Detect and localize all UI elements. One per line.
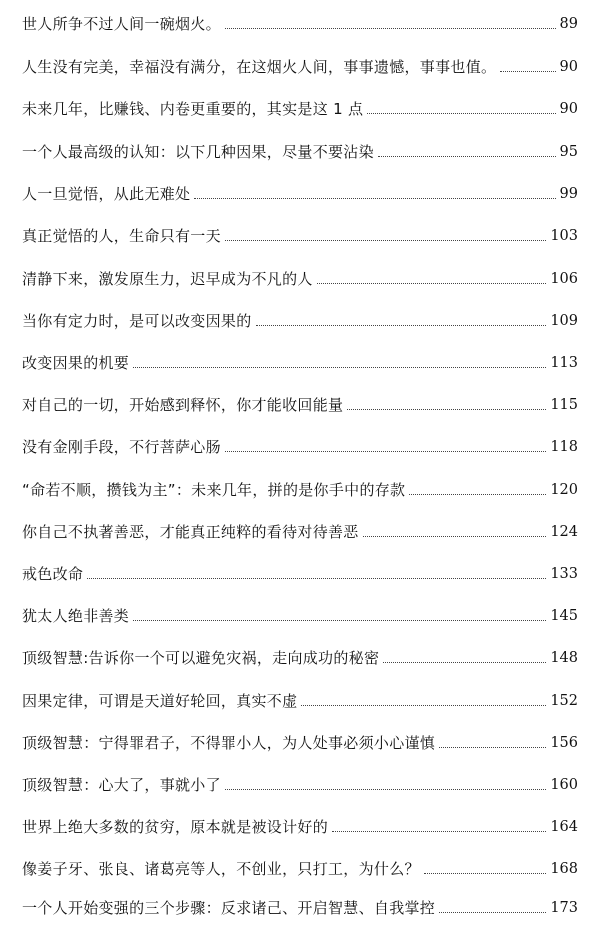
toc-entry-page: 99 bbox=[559, 186, 578, 202]
toc-leader-dots bbox=[363, 536, 547, 537]
toc-leader-dots bbox=[133, 620, 546, 621]
toc-leader-dots bbox=[317, 283, 547, 284]
toc-entry-title: 像姜子牙、张良、诸葛亮等人，不创业，只打工，为什么？ bbox=[22, 860, 420, 878]
toc-entry[interactable] bbox=[22, 306, 578, 332]
toc-entry-page: 148 bbox=[550, 650, 578, 666]
toc-entry-page: 115 bbox=[550, 397, 578, 413]
toc-entry-page: 113 bbox=[550, 355, 578, 371]
toc-leader-dots bbox=[301, 705, 546, 706]
toc-entry-title: 当你有定力时，是可以改变因果的 bbox=[22, 312, 252, 330]
toc-entry[interactable] bbox=[22, 770, 578, 796]
toc-entry[interactable] bbox=[22, 812, 578, 838]
toc-entry[interactable] bbox=[22, 854, 578, 880]
toc-leader-dots bbox=[439, 747, 546, 748]
toc-entry-page: 89 bbox=[559, 16, 578, 32]
toc-entry-page: 173 bbox=[550, 900, 578, 916]
toc-entry-title: 犹太人绝非善类 bbox=[22, 607, 130, 625]
toc-leader-dots bbox=[194, 198, 555, 199]
toc-leader-dots bbox=[225, 28, 556, 29]
toc-leader-dots bbox=[87, 578, 546, 579]
toc-entry-page: 133 bbox=[550, 566, 578, 582]
toc-leader-dots bbox=[409, 494, 546, 495]
toc-entry-page: 109 bbox=[550, 313, 578, 329]
toc-entry-page: 168 bbox=[550, 861, 578, 877]
toc-entry-title: “命若不顺，攒钱为主”：未来几年，拼的是你手中的存款 bbox=[22, 481, 406, 499]
toc-leader-dots bbox=[439, 912, 546, 913]
toc-leader-dots bbox=[133, 367, 546, 368]
toc-entry-title: 一个人开始变强的三个步骤：反求诸己、开启智慧、自我掌控 bbox=[22, 899, 436, 917]
toc-entry[interactable] bbox=[22, 179, 578, 205]
toc-leader-dots bbox=[383, 662, 546, 663]
toc-entry-title: 顶级智慧:告诉你一个可以避免灾祸，走向成功的秘密 bbox=[22, 649, 380, 667]
toc-leader-dots bbox=[225, 451, 546, 452]
toc-entry-page: 90 bbox=[559, 59, 578, 75]
toc-entry[interactable] bbox=[22, 643, 578, 669]
toc-entry-title: 一个人最高级的认知：以下几种因果，尽量不要沾染 bbox=[22, 143, 374, 161]
toc-entry-title: 因果定律，可谓是天道好轮回，真实不虚 bbox=[22, 692, 298, 710]
toc-entry-page: 124 bbox=[550, 524, 578, 540]
toc-entry-title: 未来几年，比赚钱、内卷更重要的，其实是这 1 点 bbox=[22, 100, 364, 118]
toc-entry-title: 对自己的一切，开始感到释怀，你才能收回能量 bbox=[22, 396, 344, 414]
toc-entry-title: 没有金刚手段，不行菩萨心肠 bbox=[22, 438, 221, 456]
toc-entry-page: 118 bbox=[550, 439, 578, 455]
toc-entry-title: 清静下来，激发原生力，迟早成为不凡的人 bbox=[22, 270, 313, 288]
toc-entry[interactable] bbox=[22, 728, 578, 754]
toc-entry-page: 106 bbox=[550, 271, 578, 287]
toc-entry-title: 人一旦觉悟，从此无难处 bbox=[22, 185, 191, 203]
toc-entry-page: 145 bbox=[550, 608, 578, 624]
toc-entry-page: 95 bbox=[559, 144, 578, 160]
toc-entry-title: 人生没有完美，幸福没有满分，在这烟火人间，事事遗憾，事事也值。 bbox=[22, 58, 497, 76]
toc-entry[interactable] bbox=[22, 264, 578, 290]
toc-entry-page: 152 bbox=[550, 693, 578, 709]
toc-entry[interactable] bbox=[22, 348, 578, 374]
toc-leader-dots bbox=[500, 71, 555, 72]
toc-leader-dots bbox=[378, 156, 556, 157]
toc-entry-title: 改变因果的机要 bbox=[22, 354, 130, 372]
toc-leader-dots bbox=[332, 831, 546, 832]
toc-entry[interactable] bbox=[22, 137, 578, 163]
toc-entry[interactable] bbox=[22, 432, 578, 458]
toc-entry-title: 顶级智慧：宁得罪君子，不得罪小人，为人处事必须小心谨慎 bbox=[22, 734, 436, 752]
toc-entry-page: 160 bbox=[550, 777, 578, 793]
toc-entry-page: 164 bbox=[550, 819, 578, 835]
toc-entry[interactable] bbox=[22, 559, 578, 585]
toc-entry[interactable] bbox=[22, 94, 578, 120]
toc-leader-dots bbox=[367, 113, 555, 114]
toc-leader-dots bbox=[256, 325, 547, 326]
toc-entry[interactable] bbox=[22, 686, 578, 712]
toc-entry-title: 世人所争不过人间一碗烟火。 bbox=[22, 15, 221, 33]
toc-entry-page: 90 bbox=[559, 101, 578, 117]
toc-entry[interactable] bbox=[22, 390, 578, 416]
toc-entry[interactable] bbox=[22, 221, 578, 247]
toc-entry-page: 156 bbox=[550, 735, 578, 751]
toc-entry[interactable] bbox=[22, 601, 578, 627]
toc-entry[interactable] bbox=[22, 52, 578, 78]
toc-entry[interactable] bbox=[22, 893, 578, 919]
toc-entry-page: 103 bbox=[550, 228, 578, 244]
toc-leader-dots bbox=[225, 789, 546, 790]
toc-entry[interactable] bbox=[22, 517, 578, 543]
toc-entry-title: 你自己不执著善恶，才能真正纯粹的看待对待善恶 bbox=[22, 523, 359, 541]
toc-entry-title: 顶级智慧：心大了，事就小了 bbox=[22, 776, 221, 794]
toc-leader-dots bbox=[424, 873, 547, 874]
toc-leader-dots bbox=[347, 409, 546, 410]
toc-entry[interactable] bbox=[22, 475, 578, 501]
toc-entry-title: 戒色改命 bbox=[22, 565, 84, 583]
toc-entry[interactable] bbox=[22, 9, 578, 35]
toc-entry-page: 120 bbox=[550, 482, 578, 498]
toc-entry-title: 世界上绝大多数的贫穷，原本就是被设计好的 bbox=[22, 818, 329, 836]
toc-leader-dots bbox=[225, 240, 546, 241]
toc-entry-title: 真正觉悟的人，生命只有一天 bbox=[22, 227, 221, 245]
